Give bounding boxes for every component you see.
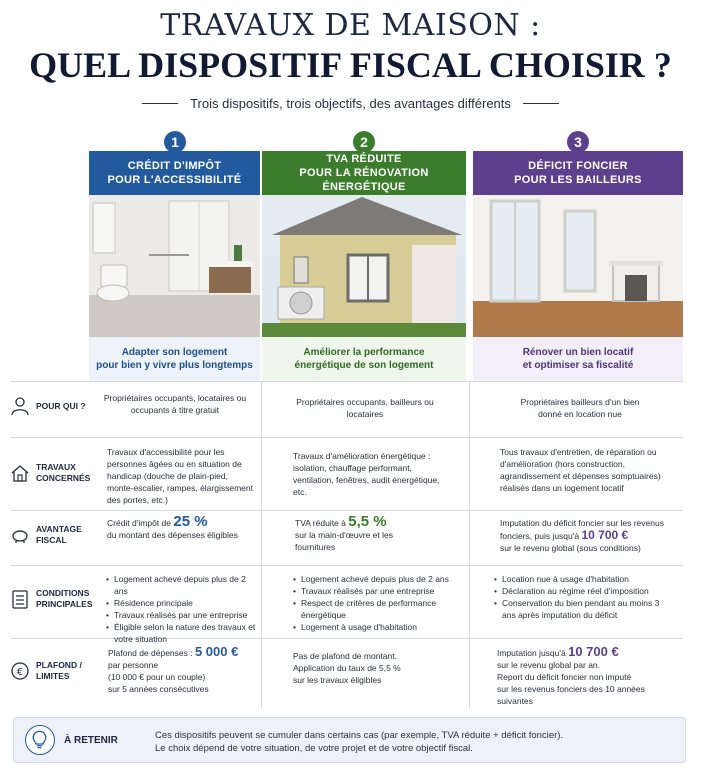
list-item: • Logement à usage d'habitation (293, 621, 453, 633)
cell-pour-qui-1: Propriétaires occupants, locataires ou occupants à titre gratuit (103, 393, 247, 415)
list-item: • Location nue à usage d'habitation (494, 573, 664, 585)
row-label-avantage (10, 524, 90, 546)
plafond-pre: Plafond de dépenses : (108, 648, 193, 658)
avantage-value: 10 700 € (581, 528, 629, 542)
plafond-line2: Application du taux de 5,5 % (293, 663, 401, 673)
column-header-line1: DÉFICIT FONCIER (528, 160, 628, 172)
column-header-line1: CRÉDIT D'IMPÔT (127, 160, 222, 172)
list-item: • Logement achevé depuis plus de 2 ans (293, 573, 453, 585)
plafond-post: par personne (108, 660, 159, 670)
column-header-line1: TVA RÉDUITE (326, 153, 402, 165)
cell-conditions-2 (293, 573, 453, 633)
goal-line2: et optimiser sa fiscalité (522, 360, 634, 371)
column-header-tva-reduite (262, 151, 466, 195)
plafond-line1: sur le revenu global par an. (497, 660, 601, 670)
retain-text (155, 729, 563, 755)
column-header-deficit-foncier (473, 151, 683, 195)
subtitle: Trois dispositifs, trois objectifs, des avantages différents (190, 96, 511, 111)
house-insulation-image (262, 195, 466, 337)
cell-travaux-3: Tous travaux d'entretien, de réparation ou d'amélioration (hors construction, agrandissement et dépenses somptuaires) réalisés dans un logement locatif (500, 447, 661, 493)
plafond-value: 10 700 € (568, 644, 619, 659)
list-item: • Déclaration au régime réel d'imposition (494, 585, 664, 597)
plafond-line4: suivantes (497, 696, 533, 706)
avantage-post: du montant des dépenses éligibles (107, 530, 238, 540)
badge-2: 2 (353, 131, 375, 153)
goal-line2: énergétique de son logement (294, 360, 434, 371)
cell-plafond-1 (108, 646, 258, 695)
cell-travaux-1: Travaux d'accessibilité pour les personnes âgées ou en situation de handicap (douche de plain-pied, monte-escalier, rampes, élargissement des portes, etc.) (107, 447, 253, 505)
goal-line1: Adapter son logement (121, 347, 228, 358)
cell-conditions-3 (494, 573, 664, 621)
cell-conditions-1 (106, 573, 256, 645)
plafond-line2: Report du déficit foncier non imputé (497, 672, 632, 682)
page-title-line2: QUEL DISPOSITIF FISCAL CHOISIR ? (29, 45, 672, 85)
goal-credit-impot (89, 337, 260, 381)
row-label-line1: TRAVAUX (36, 462, 76, 472)
house-icon (10, 463, 30, 483)
subtitle-row (0, 96, 701, 111)
svg-text:€: € (16, 667, 24, 678)
column-divider (469, 381, 470, 708)
avantage-value: 25 % (173, 513, 208, 530)
goal-line1: Rénover un bien locatif (522, 347, 634, 358)
column-header-line2: POUR LES BAILLEURS (514, 174, 642, 186)
lightbulb-icon (25, 725, 55, 755)
accessible-bathroom-image (89, 195, 260, 337)
badge-1: 1 (164, 131, 186, 153)
row-label-conditions (10, 588, 93, 610)
avantage-pre: Imputation du déficit foncier sur les revenus fonciers, puis jusqu'à (500, 518, 664, 541)
cell-travaux-2: Travaux d'amélioration énergétique : isolation, chauffage performant, ventilation, fenêtres, audit énergétique, etc. (293, 451, 440, 497)
plafond-note1: (10 000 € pour un couple) (108, 672, 206, 682)
list-item: • Logement achevé depuis plus de 2 ans (106, 573, 256, 597)
plafond-note2: sur 5 années consécutives (108, 684, 209, 694)
plafond-line3: sur les revenus fonciers des 10 années (497, 684, 645, 694)
piggy-bank-icon (10, 525, 30, 545)
cell-pour-qui-3: Propriétaires bailleurs d'un bien donné en location nue (520, 397, 640, 419)
badge-3: 3 (567, 131, 589, 153)
list-item: • Éligible selon la nature des travaux et votre situation (106, 621, 256, 645)
subtitle-rule-right (523, 103, 559, 104)
goal-tva-reduite (262, 337, 466, 381)
avantage-pre: TVA réduite à (295, 518, 346, 528)
plafond-line3: sur les travaux éligibles (293, 675, 382, 685)
avantage-post: sur la main-d'œuvre et les fournitures (295, 530, 393, 552)
retain-line2: Le choix dépend de votre situation, de votre projet et de votre objectif fiscal. (155, 743, 473, 754)
row-divider (10, 510, 683, 511)
cell-avantage-3 (500, 517, 672, 554)
cell-plafond-3 (497, 646, 669, 707)
checklist-icon (10, 589, 30, 609)
row-label-line1: CONDITIONS (36, 588, 90, 598)
euro-coin-icon (10, 661, 30, 681)
plafond-value: 5 000 € (194, 644, 239, 659)
column-divider (261, 381, 262, 708)
column-header-line2: POUR LA RÉNOVATION ÉNERGÉTIQUE (299, 167, 429, 193)
subtitle-rule-left (142, 103, 178, 104)
avantage-post: sur le revenu global (sous conditions) (500, 543, 641, 553)
row-label-line1: AVANTAGE (36, 524, 82, 534)
avantage-pre: Crédit d'impôt de (107, 518, 171, 528)
column-header-credit-impot (89, 151, 260, 195)
list-item: • Conservation du bien pendant au moins 3 ans après imputation du déficit (494, 597, 664, 621)
row-divider (10, 437, 683, 438)
cell-avantage-1 (107, 513, 255, 541)
column-header-line2: POUR L'ACCESSIBILITÉ (107, 174, 242, 186)
row-label-line1: PLAFOND / (36, 660, 82, 670)
goal-deficit-foncier (473, 337, 683, 381)
page-title-line1: TRAVAUX DE MAISON : (160, 8, 541, 43)
row-label-line2: CONCERNÉS (36, 473, 91, 483)
row-divider (10, 381, 683, 382)
cell-plafond-2 (293, 650, 443, 686)
retain-box (13, 717, 686, 763)
row-label-line2: LIMITES (36, 671, 70, 681)
empty-apartment-image (473, 195, 683, 337)
row-label-line2: FISCAL (36, 535, 67, 545)
plafond-pre: Imputation jusqu'à (497, 648, 566, 658)
person-icon (10, 396, 30, 416)
cell-avantage-2 (295, 513, 435, 553)
goal-line1: Améliorer la performance (303, 347, 425, 358)
list-item: • Respect de critères de performance énergétique (293, 597, 453, 621)
row-label-plafond (10, 660, 90, 682)
retain-label: À RETENIR (64, 735, 118, 746)
plafond-line1: Pas de plafond de montant. (293, 651, 397, 661)
avantage-value: 5,5 % (348, 513, 387, 530)
list-item: • Résidence principale (106, 597, 256, 609)
retain-line1: Ces dispositifs peuvent se cumuler dans certains cas (par exemple, TVA réduite + déficit foncier). (155, 730, 564, 741)
goal-line2: pour bien y vivre plus longtemps (96, 360, 253, 371)
row-label-text: POUR QUI ? (36, 400, 86, 411)
row-label-travaux (10, 462, 90, 484)
row-divider (10, 565, 683, 566)
list-item: • Travaux réalisés par une entreprise (293, 585, 453, 597)
row-label-pour-qui (10, 396, 90, 416)
list-item: • Travaux réalisés par une entreprise (106, 609, 256, 621)
row-label-line2: PRINCIPALES (36, 599, 93, 609)
cell-pour-qui-2: Propriétaires occupants, bailleurs ou locataires (296, 397, 434, 419)
